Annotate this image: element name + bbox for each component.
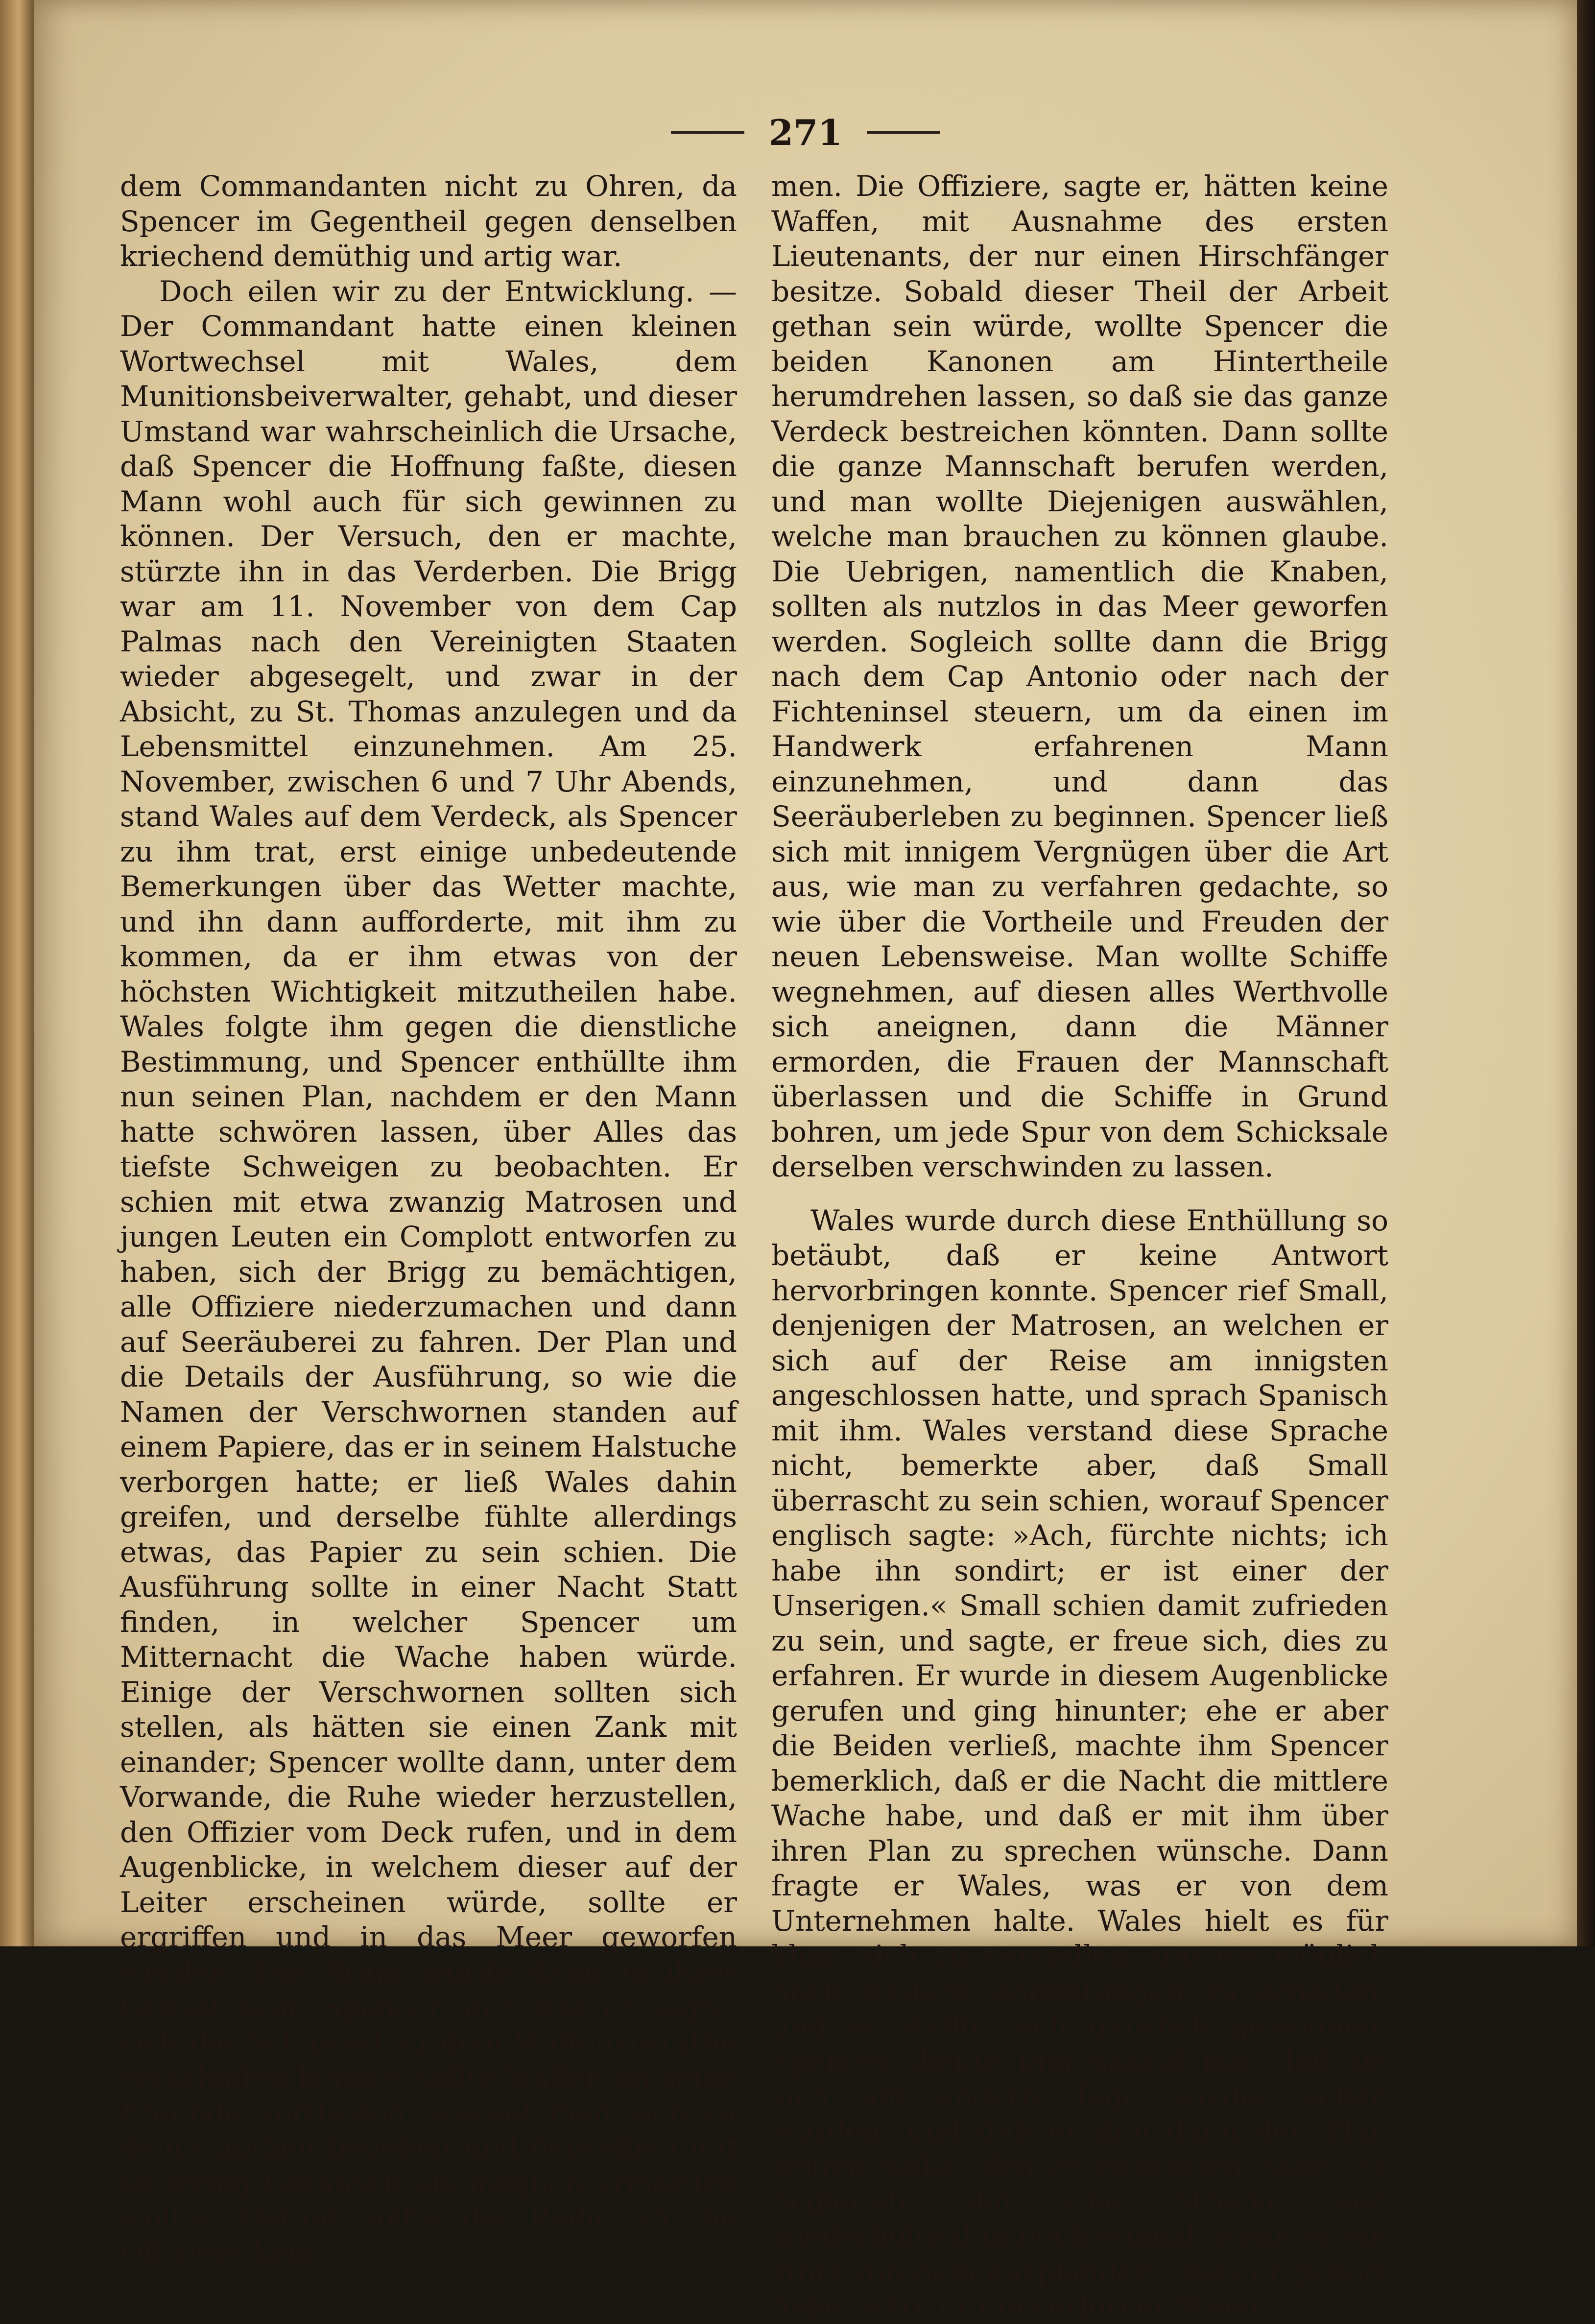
right-text-column [771,169,1388,2323]
left-paragraph-2: Doch eilen wir zu der Entwicklung. — Der Commandant hatte einen kleinen Wortwechsel mit Wales, dem Munitionsbeiverwalter, gehabt, und dieser Umstand war wahrscheinlich die Ursache, daß Spencer die Hoffnung faßte, diesen Mann wohl auch für sich gewinnen zu können. Der Versuch, den er machte, stürzte ihn in das Verderben. Die Brigg war am 11. November von dem Cap Palmas nach den Vereinigten Staaten wieder abgesegelt, und zwar in der Absicht, zu St. Thomas anzulegen und da Lebensmittel einzunehmen. Am 25. November, zwischen 6 und 7 Uhr Abends, stand Wales auf dem Verdeck, als Spencer zu ihm trat, erst einige unbedeutende Bemerkungen über das Wetter machte, und ihn dann aufforderte, mit ihm zu kommen, da er ihm etwas von der höchsten Wichtigkeit mitzutheilen habe. Wales folgte ihm gegen die dienstliche Bestimmung, und Spencer enthüllte ihm nun seinen Plan, nachdem er den Mann hatte schwören lassen, über Alles das tiefste Schweigen zu beobachten. Er schien mit etwa zwanzig Matrosen und jungen Leuten ein Complott entworfen zu haben, sich der Brigg zu bemächtigen, alle Offiziere niederzumachen und dann auf Seeräuberei zu fahren. Der Plan und die Details der Ausführung, so wie die Namen der Verschwornen standen auf einem Papiere, das er in seinem Halstuche verborgen hatte; er ließ Wales dahin greifen, und derselbe fühlte allerdings etwas, das Papier zu sein schien. Die Ausführung sollte in einer Nacht Statt finden, in welcher Spencer um Mitternacht die Wache haben würde. Einige der Verschwornen sollten sich stellen, als hätten sie einen Zank mit einander; Spencer wollte dann, unter dem Vorwande, die Ruhe wieder herzustellen, den Offizier vom Deck rufen, und in dem Augenblicke, in welchem dieser auf der Leiter erscheinen würde, sollte er ergriffen und in das Meer geworfen werden. Die Brigg würde dann in ihrer Gewalt sein. Spencer, der, wie er sagte, sich die Schlüssel zu dem Waffenvorrathe verschaffen könnte, sollte Waffen an seine Freunde vertheilen, worauf man sich zu dem Capitain begeben und denselben mit so wenig Geräusch als möglich ermorden wollte. Darauf sollte die Reihe an die Offiziere kom- [120,274,737,2269]
header-rule-left [671,131,744,134]
page-header [34,105,1577,159]
right-paragraph-2: Wales wurde durch diese Enthüllung so betäubt, daß er keine Antwort hervorbringen konnte. Spencer rief Small, denjenigen der Matrosen, an welchen er sich auf der Reise am innigsten angeschlossen hatte, und sprach Spanisch mit ihm. Wales verstand diese Sprache nicht, bemerkte aber, daß Small überrascht zu sein schien, worauf Spencer englisch sagte: »Ach, fürchte nichts; ich habe ihn sondirt; er ist einer der Unserigen.« Small schien damit zufrieden zu sein, und sagte, er freue sich, dies zu erfahren. Er wurde in diesem Augenblicke gerufen und ging hinunter; ehe er aber die Beiden verließ, machte ihm Spencer bemerklich, daß er die Nacht die mittlere Wache habe, und daß er mit ihm über ihren Plan zu sprechen wünsche. Dann fragte er Wales, was er von dem Unternehmen halte. Wales hielt es für klug, sich zu verstellen, um wo möglich noch weitere Andeutungen zu erhalten, und er stellte sich gänzlich gewonnen. Spencer theilte ihm darauf mit, daß sie sich am andern Tage wieder sehen würden, und daß er ihm dann den Plan zeigen wolle, den er entworfen habe. Er begleitete ihn eine Strecke und wiederholte ihm noch einmal, wenn er ein Wort von dem ausplaudere, was er gehört habe, wäre er ein verlorner Mann. [771,1203,1388,2323]
page-number: 271 [768,111,843,153]
binding-edge [1577,0,1595,1946]
header-rule-right [867,131,940,134]
left-paragraph-1: dem Commandanten nicht zu Ohren, da Spencer im Gegentheil gegen denselben kriechend demüthig und artig war. [120,169,737,273]
left-text-column [120,169,737,2269]
previous-page-edge [0,0,34,1946]
right-paragraph-1: men. Die Offiziere, sagte er, hätten keine Waffen, mit Ausnahme des ersten Lieutenants, der nur einen Hirschfänger besitze. Sobald dieser Theil der Arbeit gethan sein würde, wollte Spencer die beiden Kanonen am Hintertheile herumdrehen lassen, so daß sie das ganze Verdeck bestreichen könnten. Dann sollte die ganze Mannschaft berufen werden, und man wollte Diejenigen auswählen, welche man brauchen zu können glaube. Die Uebrigen, namentlich die Knaben, sollten als nutzlos in das Meer geworfen werden. Sogleich sollte dann die Brigg nach dem Cap Antonio oder nach der Fichteninsel steuern, um da einen im Handwerk erfahrenen Mann einzunehmen, und dann das Seeräuberleben zu beginnen. Spencer ließ sich mit innigem Vergnügen über die Art aus, wie man zu verfahren gedachte, so wie über die Vortheile und Freuden der neuen Lebensweise. Man wollte Schiffe wegnehmen, auf diesen alles Werthvolle sich aneignen, dann die Männer ermorden, die Frauen der Mannschaft überlassen und die Schiffe in Grund bohren, um jede Spur von dem Schicksale derselben verschwinden zu lassen. [771,169,1388,1183]
book-page [34,0,1577,2323]
